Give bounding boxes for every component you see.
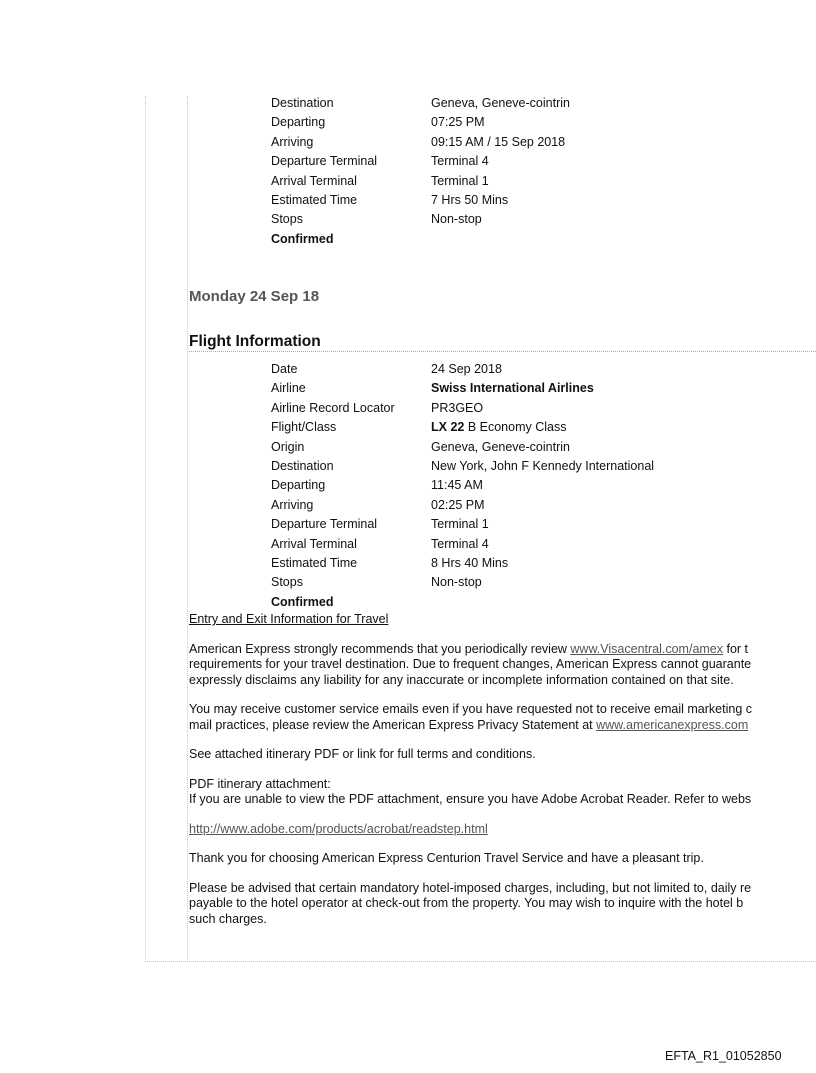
detail-value: Terminal 4 <box>431 154 489 169</box>
detail-label: Departing <box>271 478 326 493</box>
detail-label: Flight/Class <box>271 420 337 435</box>
detail-label: Stops <box>271 212 303 227</box>
detail-value: Terminal 4 <box>431 536 489 551</box>
flight-class-value <box>431 418 566 437</box>
day-heading: Monday 24 Sep 18 <box>189 288 320 305</box>
detail-value: 24 Sep 2018 <box>431 362 502 376</box>
detail-value: 07:25 PM <box>431 115 485 130</box>
email-text: mail practices, please review the American Express Privacy Statement at <box>189 717 597 732</box>
section-title: Flight Information <box>189 333 321 350</box>
detail-label: Estimated Time <box>271 192 358 207</box>
terms-line: See attached itinerary PDF or link for full terms and conditions. <box>189 747 536 761</box>
visa-text: American Express strongly recommends that you periodically review <box>189 641 571 656</box>
detail-value: Terminal 1 <box>431 517 489 532</box>
left-border <box>145 96 146 962</box>
flight-class: B Economy Class <box>464 420 567 435</box>
detail-label: Departure Terminal <box>271 154 378 169</box>
visa-line-2: requirements for your travel destination. Due to frequent changes, American Express cannot guarante <box>189 657 752 671</box>
detail-value: Non-stop <box>431 212 482 227</box>
hotel-line-1: Please be advised that certain mandatory hotel-imposed charges, including, but not limited to, daily re <box>189 880 752 895</box>
detail-value: 8 Hrs 40 Mins <box>431 555 509 570</box>
detail-value: 02:25 PM <box>431 497 485 512</box>
detail-label: Stops <box>271 575 303 590</box>
adobe-link[interactable]: http://www.adobe.com/products/acrobat/readstep.html <box>189 821 488 836</box>
detail-label: Departure Terminal <box>271 517 378 532</box>
detail-value: Geneva, Geneve-cointrin <box>431 96 570 110</box>
detail-label: Destination <box>271 458 334 473</box>
record-locator: PR3GEO <box>431 400 484 415</box>
detail-label: Airline <box>271 381 306 396</box>
notes-section <box>189 612 816 927</box>
visa-line-3: expressly disclaims any liability for any inaccurate or incomplete information contained on that site. <box>189 672 734 687</box>
detail-label: Destination <box>271 96 334 110</box>
confirmed-status: Confirmed <box>271 231 334 246</box>
document-id: EFTA_R1_01052850 <box>665 1049 782 1063</box>
thank-you-line: Thank you for choosing American Express Centurion Travel Service and have a pleasant trip. <box>189 851 704 865</box>
detail-value: New York, John F Kennedy International <box>431 458 655 473</box>
detail-label: Arriving <box>271 134 314 149</box>
detail-label: Arrival Terminal <box>271 173 357 188</box>
confirmed-status: Confirmed <box>271 594 334 609</box>
detail-value: 7 Hrs 50 Mins <box>431 192 509 207</box>
pdf-title: PDF itinerary attachment: <box>189 776 331 791</box>
airline-name: Swiss International Airlines <box>431 381 594 396</box>
detail-value: 09:15 AM / 15 Sep 2018 <box>431 134 566 149</box>
bottom-border <box>145 961 816 962</box>
detail-label: Date <box>271 362 298 376</box>
hotel-line-3: such charges. <box>189 911 267 926</box>
visacentral-link[interactable]: www.Visacentral.com/amex <box>570 641 724 656</box>
pdf-line: If you are unable to view the PDF attachment, ensure you have Adobe Acrobat Reader. Refer to webs <box>189 792 752 806</box>
detail-label: Estimated Time <box>271 555 358 570</box>
email-line-2 <box>189 718 816 734</box>
visa-text-tail: for t <box>723 641 749 656</box>
visa-paragraph <box>189 642 816 658</box>
hotel-line-2: payable to the hotel operator at check-out from the property. You may wish to inquire with the hotel b <box>189 896 744 910</box>
entry-exit-title: Entry and Exit Information for Travel <box>189 612 389 626</box>
flight-number: LX 22 <box>431 420 465 435</box>
detail-label: Origin <box>271 439 305 454</box>
detail-label: Arriving <box>271 497 314 512</box>
amex-privacy-link[interactable]: www.americanexpress.com <box>596 717 749 732</box>
section-divider <box>189 351 816 352</box>
email-line-1: You may receive customer service emails even if you have requested not to receive email marketing c <box>189 702 753 716</box>
detail-label: Arrival Terminal <box>271 536 357 551</box>
content-border <box>187 96 188 962</box>
detail-value: 11:45 AM <box>431 478 483 493</box>
detail-label: Departing <box>271 115 326 130</box>
detail-value: Non-stop <box>431 575 482 590</box>
detail-value: Terminal 1 <box>431 173 489 188</box>
detail-label: Airline Record Locator <box>271 400 395 415</box>
detail-value: Geneva, Geneve-cointrin <box>431 439 570 454</box>
